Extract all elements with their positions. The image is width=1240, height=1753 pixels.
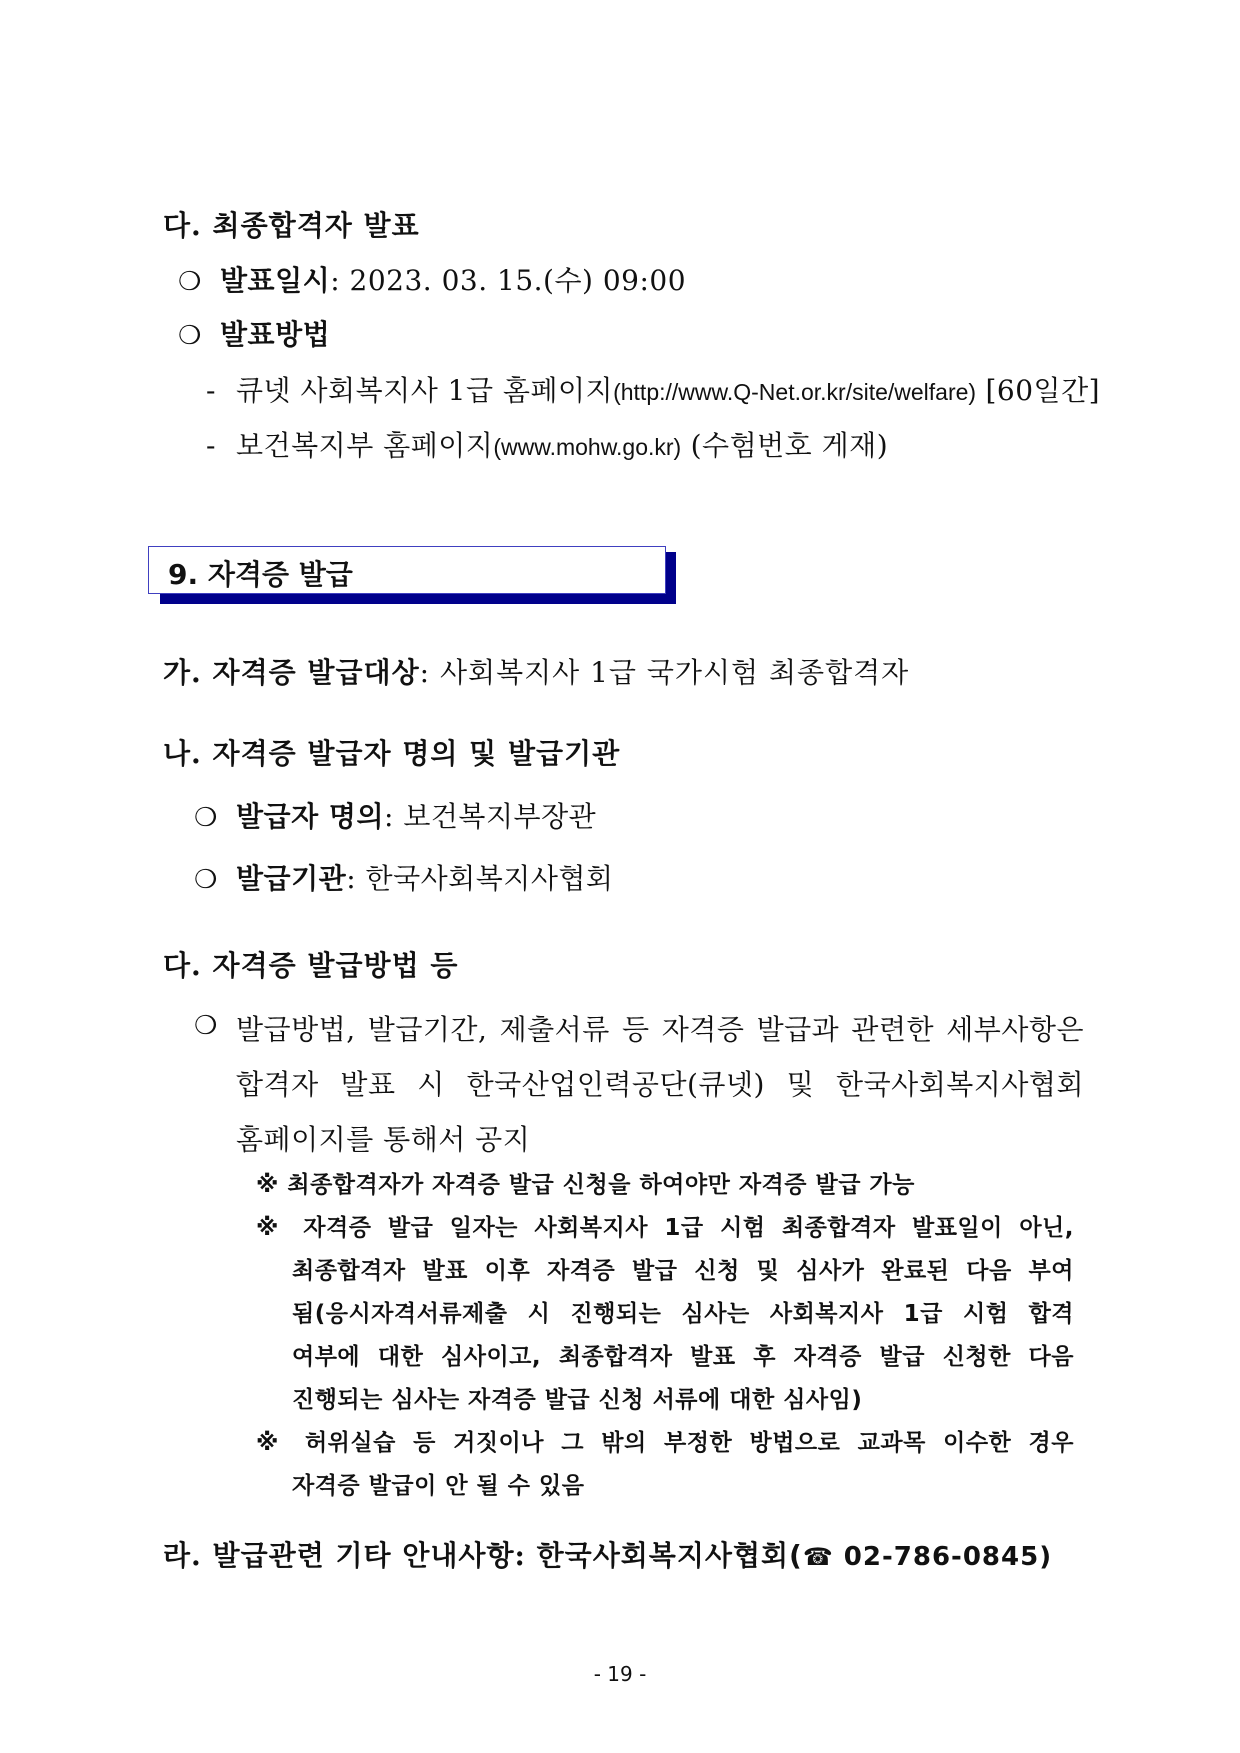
note-2-line-4: 여부에 대한 심사이고, 최종합격자 발표 후 자격증 발급 신청한 다음	[292, 1344, 1074, 1370]
page-number: - 19 -	[593, 1662, 647, 1686]
phone-number: 02-786-0845)	[833, 1542, 1053, 1572]
issuance-target-value: : 사회복지사 1급 국가시험 최종합격자	[419, 656, 910, 689]
announcement-method-item	[178, 313, 330, 353]
issuance-target-line	[163, 651, 909, 691]
circle-bullet-icon: ❍	[194, 803, 218, 833]
issuing-agency-value: : 한국사회복지사협회	[346, 862, 614, 895]
mohw-url-link[interactable]: (www.mohw.go.kr)	[493, 434, 682, 460]
issuance-method-para-line-2: 합격자 발표 시 한국산업인력공단(큐넷) 및 한국사회복지사협회	[236, 1068, 1084, 1101]
announcement-method-qnet	[206, 369, 1100, 409]
announcement-method-label: 발표방법	[220, 318, 331, 351]
issuer-heading: 나. 자격증 발급자 명의 및 발급기관	[163, 737, 621, 770]
qnet-duration: [60일간]	[976, 374, 1101, 407]
issuing-agency-item	[194, 857, 613, 897]
qnet-homepage-text: 큐넷 사회복지사 1급 홈페이지	[236, 374, 614, 407]
phone-open-paren: (	[789, 1539, 803, 1572]
issuing-agency-label: 발급기관	[236, 862, 347, 895]
section-box-shadow-bottom	[160, 594, 676, 604]
circle-bullet-icon: ❍	[178, 267, 202, 297]
announcement-date-label: 발표일시	[220, 264, 331, 297]
issuer-name-value: : 보건복지부장관	[384, 800, 597, 833]
dash-marker: -	[206, 429, 216, 462]
note-2-line-5: 진행되는 심사는 자격증 발급 신청 서류에 대한 심사임)	[292, 1387, 863, 1413]
final-announcement-heading: 다. 최종합격자 발표	[163, 209, 420, 242]
issuance-method-bullet	[194, 1008, 236, 1041]
issuance-target-label: 가. 자격증 발급대상	[163, 656, 420, 689]
issuance-method-para-line-3: 홈페이지를 통해서 공지	[236, 1123, 531, 1156]
note-3-line-2: 자격증 발급이 안 될 수 있음	[292, 1473, 585, 1499]
note-1: ※ 최종합격자가 자격증 발급 신청을 하여야만 자격증 발급 가능	[256, 1172, 915, 1198]
issuer-name-label: 발급자 명의	[236, 800, 384, 833]
circle-bullet-icon: ❍	[178, 321, 202, 351]
mohw-note: (수험번호 게재)	[681, 429, 889, 462]
circle-bullet-icon: ❍	[194, 865, 218, 895]
note-3-line-1: ※ 허위실습 등 거짓이나 그 밖의 부정한 방법으로 교과목 이수한 경우	[256, 1430, 1074, 1456]
mohw-homepage-text: 보건복지부 홈페이지	[236, 429, 494, 462]
issuance-method-para-line-1: 발급방법, 발급기간, 제출서류 등 자격증 발급과 관련한 세부사항은	[236, 1013, 1084, 1046]
announcement-date-value: : 2023. 03. 15.(수) 09:00	[330, 264, 687, 297]
announcement-date-item	[178, 259, 686, 299]
dash-marker: -	[206, 374, 216, 407]
note-2-line-2: 최종합격자 발표 이후 자격증 발급 신청 및 심사가 완료된 다음 부여	[292, 1258, 1074, 1284]
other-info-line	[163, 1534, 1052, 1574]
note-2-line-1: ※ 자격증 발급 일자는 사회복지사 1급 시험 최종합격자 발표일이 아닌,	[256, 1215, 1074, 1241]
issuer-name-item	[194, 795, 596, 835]
phone-icon: ☎	[802, 1543, 834, 1571]
other-info-label: 라. 발급관련 기타 안내사항: 한국사회복지사협회	[163, 1539, 790, 1572]
qnet-url-link[interactable]: (http://www.Q-Net.or.kr/site/welfare)	[613, 379, 977, 405]
note-2-line-3: 됨(응시자격서류제출 시 진행되는 심사는 사회복지사 1급 시험 합격	[292, 1301, 1074, 1327]
issuance-method-heading: 다. 자격증 발급방법 등	[163, 949, 459, 982]
announcement-method-mohw	[206, 424, 888, 464]
section-9-title: 9. 자격증 발급	[168, 558, 353, 591]
circle-bullet-icon: ❍	[194, 1011, 218, 1041]
